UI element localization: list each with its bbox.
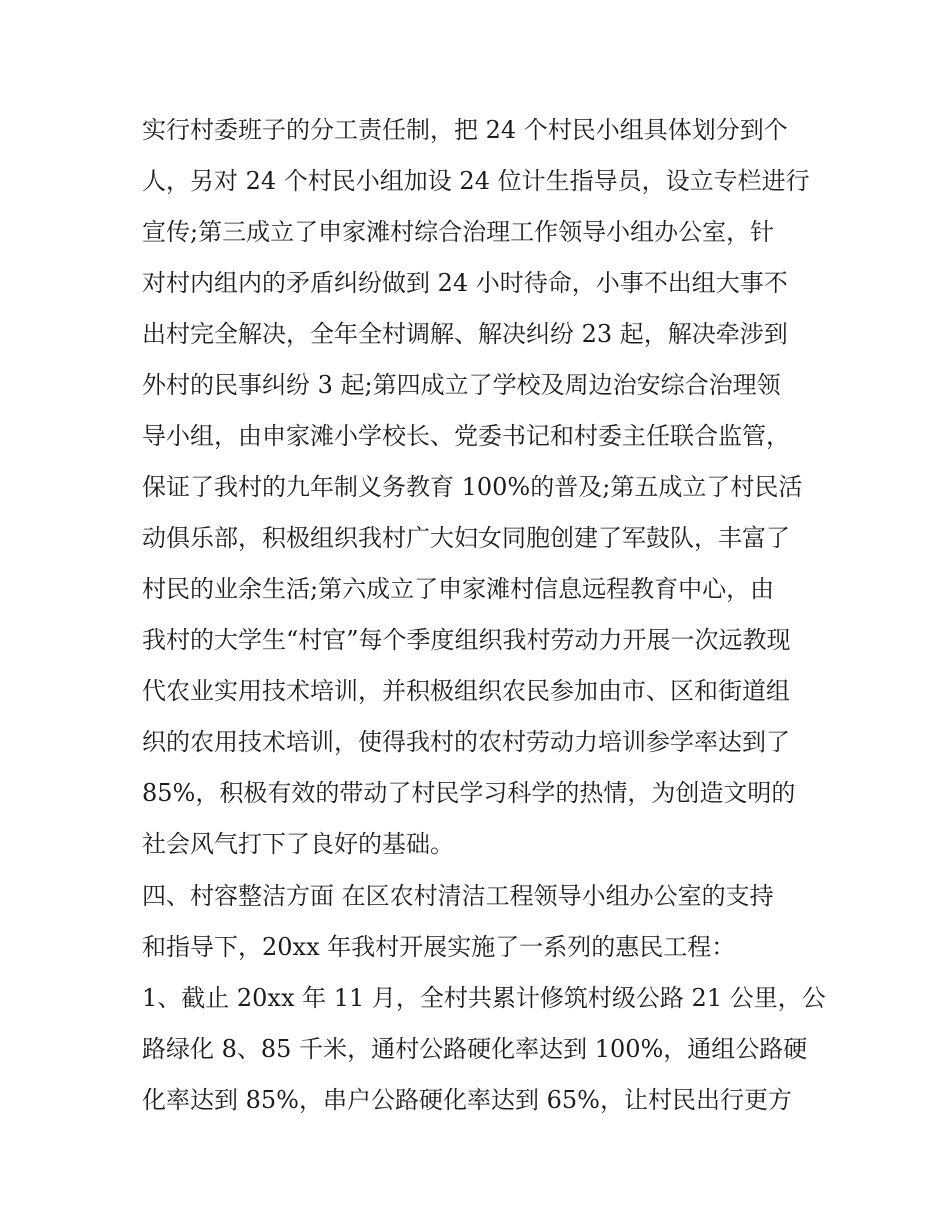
text-line: 化率达到 85%，串户公路硬化率达到 65%，让村民出行更方 bbox=[142, 1086, 792, 1114]
text-line: 出村完全解决，全年全村调解、解决纠纷 23 起，解决牵涉到 bbox=[142, 320, 788, 348]
text-line: 四、村容整洁方面 在区农村清洁工程领导小组办公室的支持 bbox=[142, 882, 774, 910]
text-line: 村民的业余生活;第六成立了申家滩村信息远程教育中心，由 bbox=[142, 575, 775, 603]
text-line: 社会风气打下了良好的基础。 bbox=[142, 830, 454, 858]
text-line: 宣传;第三成立了申家滩村综合治理工作领导小组办公室，针 bbox=[142, 218, 775, 246]
text-line: 实行村委班子的分工责任制，把 24 个村民小组具体划分到个 bbox=[142, 116, 788, 144]
text-line: 路绿化 8、85 千米，通村公路硬化率达到 100%，通组公路硬 bbox=[142, 1035, 808, 1063]
text-line: 动俱乐部，积极组织我村广大妇女同胞创建了军鼓队，丰富了 bbox=[142, 524, 790, 552]
text-line: 织的农用技术培训，使得我村的农村劳动力培训参学率达到了 bbox=[142, 728, 790, 756]
text-line: 和指导下，20xx 年我村开展实施了一系列的惠民工程： bbox=[142, 933, 736, 961]
text-line: 代农业实用技术培训，并积极组织农民参加由市、区和街道组 bbox=[142, 677, 790, 705]
text-line: 导小组，由申家滩小学校长、党委书记和村委主任联合监管， bbox=[142, 422, 790, 450]
text-line: 保证了我村的九年制义务教育 100%的普及;第五成立了村民活 bbox=[142, 473, 803, 501]
text-line: 外村的民事纠纷 3 起;第四成立了学校及周边治安综合治理领 bbox=[142, 371, 781, 399]
text-line: 人，另对 24 个村民小组加设 24 位计生指导员，设立专栏进行 bbox=[142, 167, 810, 195]
text-line: 我村的大学生“村官”每个季度组织我村劳动力开展一次远教现 bbox=[142, 626, 791, 654]
text-line: 85%，积极有效的带动了村民学习科学的热情，为创造文明的 bbox=[142, 779, 796, 807]
text-line: 1、截止 20xx 年 11 月，全村共累计修筑村级公路 21 公里，公 bbox=[142, 984, 826, 1012]
text-line: 对村内组内的矛盾纠纷做到 24 小时待命，小事不出组大事不 bbox=[142, 269, 788, 297]
